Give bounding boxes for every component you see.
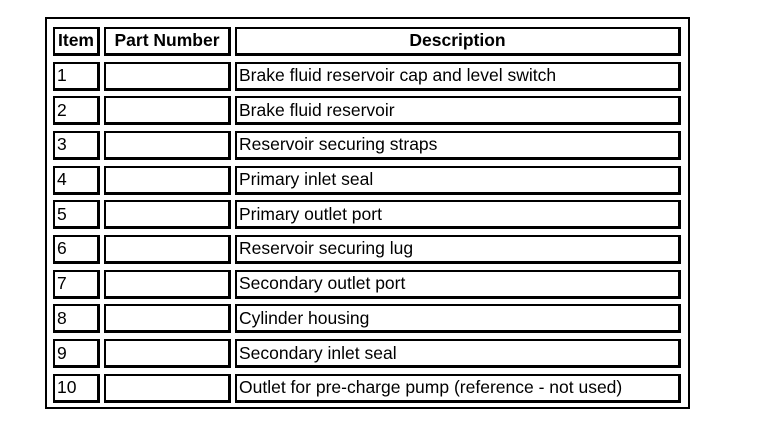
- description-cell: Outlet for pre-charge pump (reference - not used): [235, 374, 681, 403]
- part-number-cell: [104, 339, 231, 368]
- table-body: [51, 59, 683, 406]
- item-cell-wrapper: [51, 232, 102, 267]
- header-description-cell: [233, 24, 683, 59]
- item-cell: 6: [53, 235, 100, 264]
- part-number-cell-wrapper: [102, 197, 233, 232]
- item-cell-wrapper: [51, 371, 102, 406]
- part-number-cell: [104, 270, 231, 299]
- description-cell-wrapper: [233, 267, 683, 302]
- parts-table-frame: [45, 17, 690, 409]
- item-cell: 3: [53, 131, 100, 160]
- part-number-cell-wrapper: [102, 59, 233, 94]
- item-cell: 5: [53, 200, 100, 229]
- part-number-cell: [104, 304, 231, 333]
- description-cell-wrapper: [233, 59, 683, 94]
- part-number-cell-wrapper: [102, 371, 233, 406]
- item-cell-wrapper: [51, 163, 102, 198]
- part-number-cell-wrapper: [102, 232, 233, 267]
- description-cell: Reservoir securing lug: [235, 235, 681, 264]
- item-cell-wrapper: [51, 128, 102, 163]
- table-row: [51, 336, 683, 371]
- description-cell-wrapper: [233, 336, 683, 371]
- table-header-row: [51, 24, 683, 59]
- description-cell: Brake fluid reservoir: [235, 96, 681, 125]
- item-cell-wrapper: [51, 302, 102, 337]
- table-row: [51, 371, 683, 406]
- table-row: [51, 232, 683, 267]
- part-number-cell-wrapper: [102, 336, 233, 371]
- item-cell-wrapper: [51, 336, 102, 371]
- item-cell-wrapper: [51, 93, 102, 128]
- part-number-cell: [104, 131, 231, 160]
- table-row: [51, 302, 683, 337]
- item-cell: 4: [53, 166, 100, 195]
- part-number-cell-wrapper: [102, 128, 233, 163]
- description-cell: Primary inlet seal: [235, 166, 681, 195]
- part-number-cell: [104, 235, 231, 264]
- description-cell-wrapper: [233, 163, 683, 198]
- item-cell: 1: [53, 62, 100, 91]
- description-cell-wrapper: [233, 93, 683, 128]
- item-cell-wrapper: [51, 197, 102, 232]
- item-cell: 10: [53, 374, 100, 403]
- table-row: [51, 163, 683, 198]
- part-number-cell: [104, 62, 231, 91]
- item-cell: 8: [53, 304, 100, 333]
- table-row: [51, 197, 683, 232]
- description-cell: Primary outlet port: [235, 200, 681, 229]
- part-number-cell-wrapper: [102, 163, 233, 198]
- item-cell-wrapper: [51, 267, 102, 302]
- header-item-cell: [51, 24, 102, 59]
- description-cell: Reservoir securing straps: [235, 131, 681, 160]
- part-number-cell-wrapper: [102, 93, 233, 128]
- description-cell-wrapper: [233, 371, 683, 406]
- description-cell: Cylinder housing: [235, 304, 681, 333]
- part-number-cell-wrapper: [102, 302, 233, 337]
- part-number-cell: [104, 200, 231, 229]
- item-cell: 9: [53, 339, 100, 368]
- header-part-number: Part Number: [104, 27, 231, 56]
- item-cell: 2: [53, 96, 100, 125]
- header-description: Description: [235, 27, 681, 56]
- table-row: [51, 93, 683, 128]
- description-cell: Secondary inlet seal: [235, 339, 681, 368]
- description-cell-wrapper: [233, 232, 683, 267]
- description-cell-wrapper: [233, 128, 683, 163]
- description-cell: Secondary outlet port: [235, 270, 681, 299]
- table-row: [51, 128, 683, 163]
- part-number-cell: [104, 96, 231, 125]
- header-item: Item: [53, 27, 100, 56]
- part-number-cell: [104, 374, 231, 403]
- header-part-number-cell: [102, 24, 233, 59]
- description-cell-wrapper: [233, 197, 683, 232]
- part-number-cell-wrapper: [102, 267, 233, 302]
- parts-table: [51, 24, 683, 406]
- description-cell: Brake fluid reservoir cap and level switch: [235, 62, 681, 91]
- item-cell: 7: [53, 270, 100, 299]
- part-number-cell: [104, 166, 231, 195]
- table-row: [51, 267, 683, 302]
- table-row: [51, 59, 683, 94]
- description-cell-wrapper: [233, 302, 683, 337]
- item-cell-wrapper: [51, 59, 102, 94]
